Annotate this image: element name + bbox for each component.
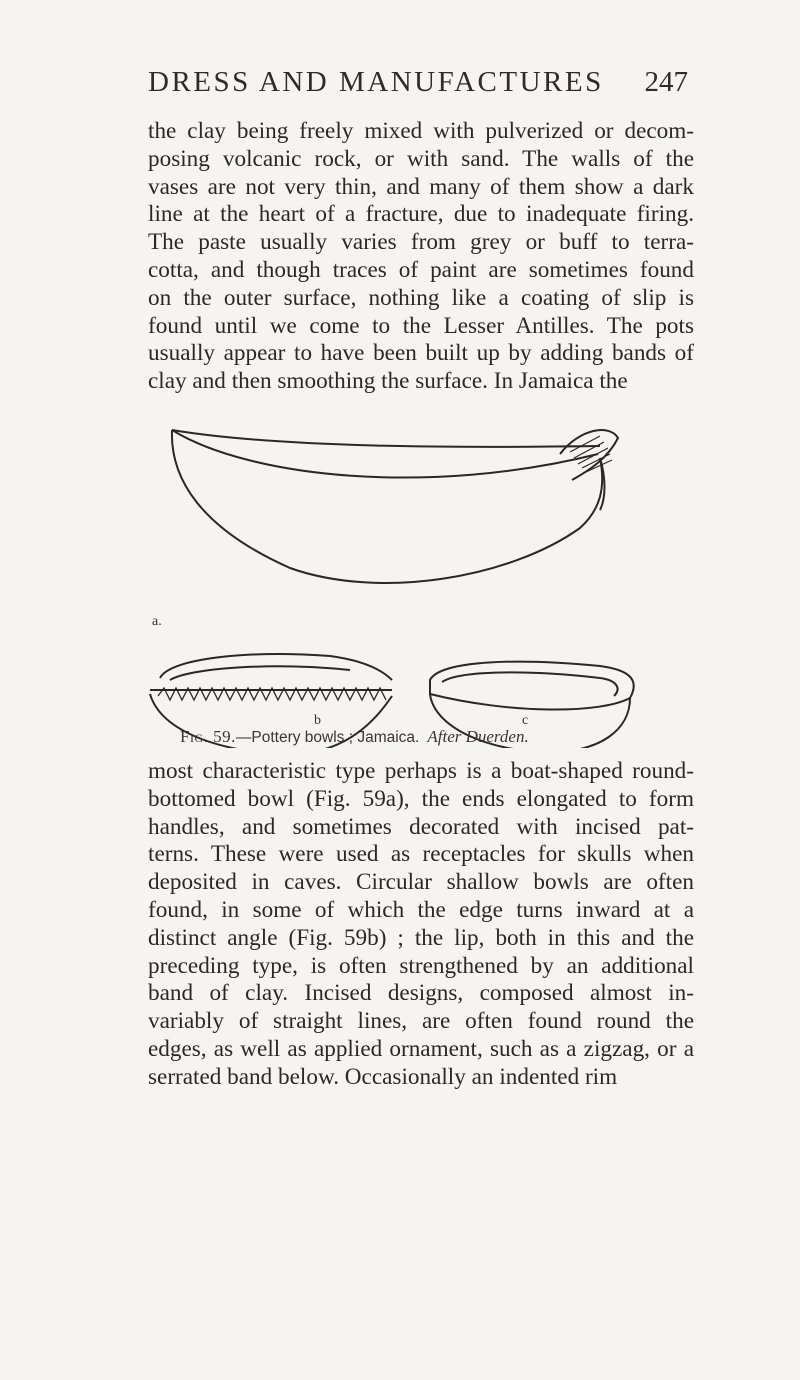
text-line: band of clay. Incised designs, composed almost in-: [148, 980, 694, 1007]
text-line: distinct angle (Fig. 59b) ; the lip, both in this and the: [148, 924, 694, 951]
running-head: DRESS AND MANUFACTURES: [148, 66, 604, 98]
paragraph-top: [148, 118, 694, 396]
text-line: line at the heart of a fracture, due to inadequate firing.: [148, 201, 694, 228]
text-line: found until we come to the Lesser Antilles. The pots: [148, 312, 694, 339]
text-line: most characteristic type perhaps is a boat-shaped round-: [148, 758, 694, 784]
figure-caption: [180, 727, 780, 747]
text-line: terns. These were used as receptacles for skulls when: [148, 841, 694, 868]
page-number: 247: [644, 66, 688, 98]
bowl-a-handle: [560, 430, 618, 480]
text-line: the clay being freely mixed with pulverized or decom-: [148, 118, 694, 144]
text-line: variably of straight lines, are often found round the: [148, 1008, 694, 1035]
figure-label-c: c: [522, 713, 529, 728]
figure-caption-label: Fig. 59.: [180, 727, 236, 746]
text-line: edges, as well as applied ornament, such as a zigzag, or a: [148, 1035, 694, 1062]
text-line: cotta, and though traces of paint are sometimes found: [148, 256, 694, 283]
text-line: clay and then smoothing the surface. In Jamaica the: [148, 368, 628, 395]
figure-pottery-bowls: [130, 418, 710, 748]
bowl-a-body: [172, 430, 602, 583]
text-line: posing volcanic rock, or with sand. The walls of the: [148, 145, 694, 172]
text-line: usually appear to have been built up by adding bands of: [148, 340, 694, 367]
text-line: found, in some of which the edge turns inward at a: [148, 896, 694, 923]
text-line: handles, and sometimes decorated with incised pat-: [148, 813, 694, 840]
figure-label-b: b: [314, 713, 321, 728]
bowl-c-rim-inner: [442, 672, 618, 696]
figure-caption-credit: After Duerden.: [427, 727, 529, 746]
bowl-b-rim-inner: [170, 666, 350, 680]
text-line: preceding type, is often strengthened by an additional: [148, 952, 694, 979]
bowl-a-rim: [172, 430, 600, 447]
text-line: The paste usually varies from grey or buff to terra-: [148, 229, 694, 256]
text-line: serrated band below. Occasionally an indented rim: [148, 1063, 618, 1090]
text-line: vases are not very thin, and many of them show a dark: [148, 173, 694, 200]
text-line: deposited in caves. Circular shallow bowls are often: [148, 869, 694, 896]
text-line: on the outer surface, nothing like a coating of slip is: [148, 284, 694, 311]
paragraph-bottom: [148, 758, 694, 1092]
figure-caption-text: —Pottery bowls ; Jamaica.: [235, 729, 420, 746]
text-line: bottomed bowl (Fig. 59a), the ends elongated to form: [148, 785, 694, 812]
bowl-c-rim-outer: [430, 662, 634, 710]
page-header: [148, 66, 688, 110]
pottery-bowls-illustration: [130, 418, 710, 748]
figure-label-a: a.: [152, 614, 162, 629]
